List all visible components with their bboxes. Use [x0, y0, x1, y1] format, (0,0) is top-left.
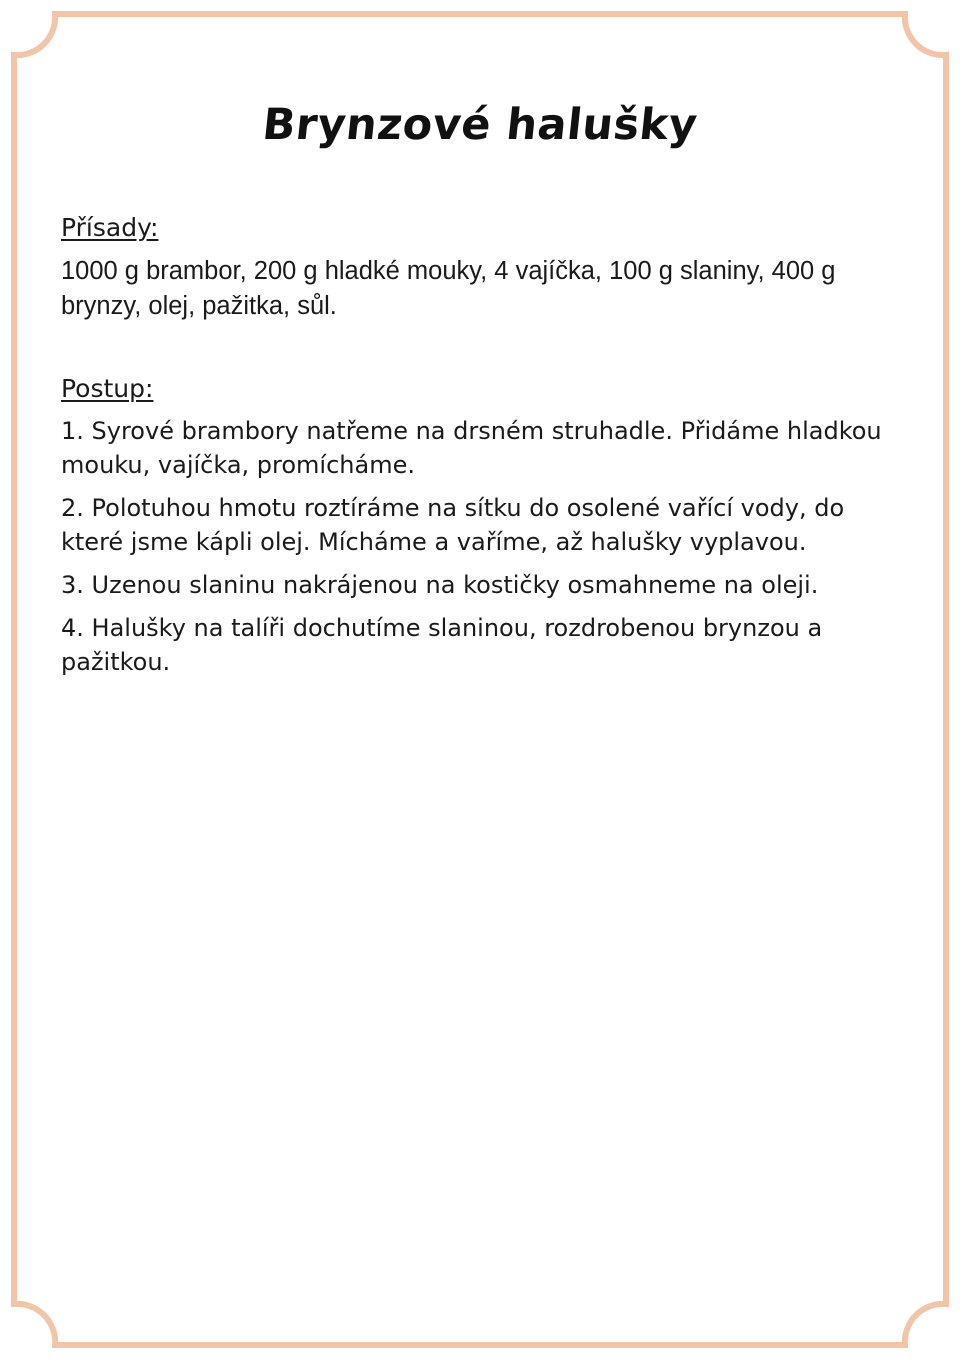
- step-2: 2. Polotuhou hmotu roztíráme na sítku do osolené vařící vody, do které jsme kápli olej. Mícháme a vaříme, až halušky vyplavou.: [61, 494, 845, 556]
- step-4: 4. Halušky na talíři dochutíme slaninou, rozdrobenou brynzou a pažitkou.: [61, 614, 823, 676]
- ingredients-text: 1000 g brambor, 200 g hladké mouky, 4 vajíčka, 100 g slaniny, 400 g brynzy, olej, pažitka, sůl.: [61, 257, 836, 320]
- recipe-title: Brynzové halušky: [260, 100, 700, 150]
- method-heading: Postup:: [61, 374, 154, 403]
- ingredients-heading: Přísady:: [61, 213, 159, 242]
- method-steps: [61, 414, 906, 688]
- step-3: 3. Uzenou slaninu nakrájenou na kostičky osmahneme na oleji.: [61, 571, 819, 599]
- step-1: 1. Syrové brambory natřeme na drsném struhadle. Přidáme hladkou mouku, vajíčka, promícháme.: [61, 417, 882, 479]
